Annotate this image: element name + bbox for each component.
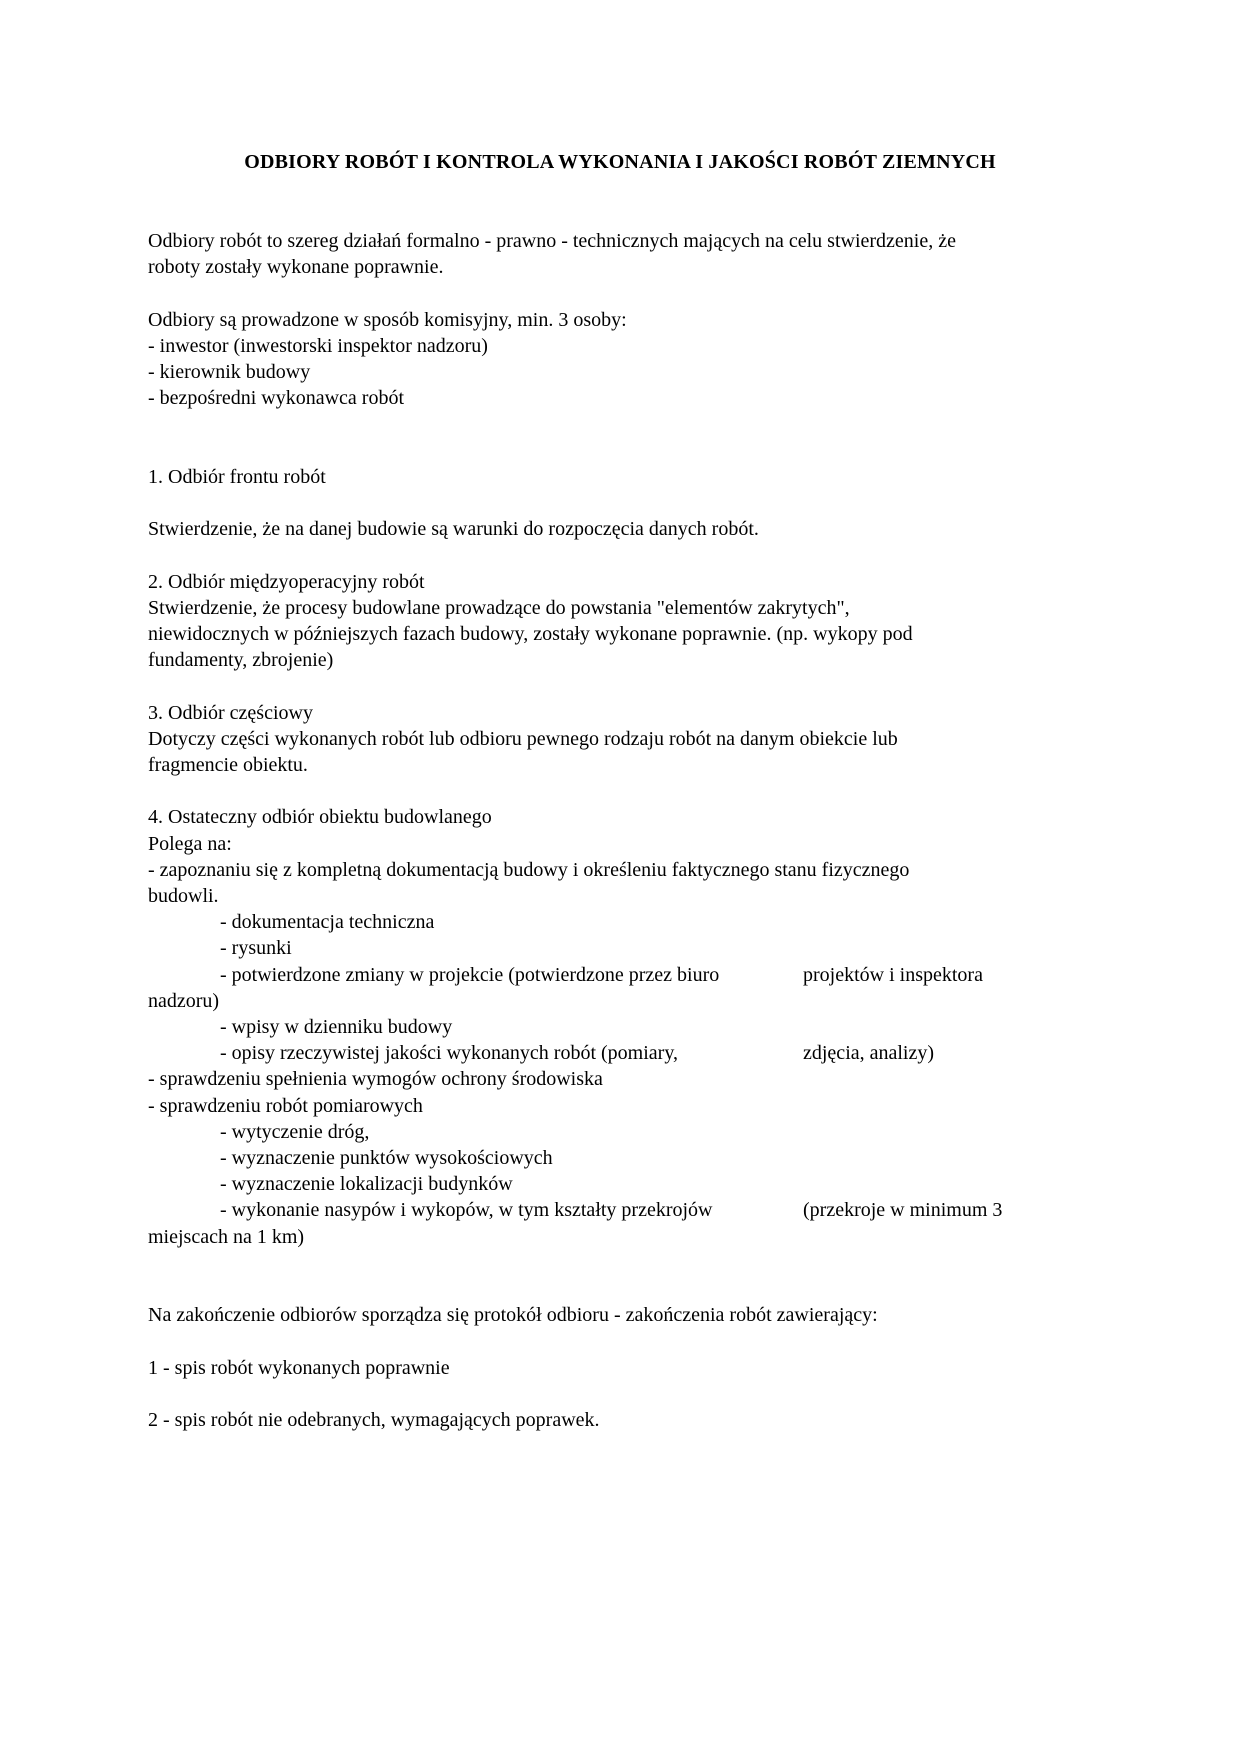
section-4-item: - sprawdzeniu robót pomiarowych	[148, 1094, 423, 1117]
section-2-heading: 2. Odbiór międzyoperacyjny robót	[148, 570, 425, 593]
section-2-line: niewidocznych w późniejszych fazach budowy, zostały wykonane poprawnie. (np. wykopy pod	[148, 622, 913, 645]
section-4-subitem: - wyznaczenie lokalizacji budynków	[220, 1173, 513, 1196]
section-2-line: fundamenty, zbrojenie)	[148, 649, 334, 672]
section-3-line: fragmencie obiektu.	[148, 753, 308, 776]
section-1-heading: 1. Odbiór frontu robót	[148, 465, 326, 488]
section-4-subitem	[148, 962, 1088, 988]
document-body	[148, 228, 1088, 1433]
intro-line: Odbiory robót to szereg działań formalno - prawno - technicznych mających na celu stwierdzenie, że	[148, 230, 956, 252]
closing-heading: Na zakończenie odbiorów sporządza się protokół odbioru - zakończenia robót zawierający:	[148, 1304, 878, 1327]
commission-item: - bezpośredni wykonawca robót	[148, 387, 405, 410]
section-3-heading: 3. Odbiór częściowy	[148, 701, 313, 724]
section-1-text: Stwierdzenie, że na danej budowie są warunki do rozpoczęcia danych robót.	[148, 518, 759, 541]
commission-item: - kierownik budowy	[148, 361, 311, 383]
intro-line: roboty zostały wykonane poprawnie.	[148, 256, 444, 279]
section-4-subitem: - wyznaczenie punktów wysokościowych	[220, 1147, 553, 1170]
section-4-subitem-cont: nadzoru)	[148, 989, 220, 1012]
section-4-subitem: - dokumentacja techniczna	[220, 911, 435, 934]
document-title: ODBIORY ROBÓT I KONTROLA WYKONANIA I JAKOŚCI ROBÓT ZIEMNYCH	[244, 151, 996, 173]
section-4-item: budowli.	[148, 884, 219, 907]
section-4-heading: 4. Ostateczny odbiór obiektu budowlanego	[148, 806, 492, 829]
subitem-part: - potwierdzone zmiany w projekcie (potwierdzone przez biuro	[220, 963, 720, 986]
commission-heading: Odbiory są prowadzone w sposób komisyjny, min. 3 osoby:	[148, 308, 627, 331]
section-4-subitem	[148, 1197, 1088, 1223]
section-2-line: Stwierdzenie, że procesy budowlane prowadzące do powstania "elementów zakrytych",	[148, 596, 850, 619]
section-4-polega: Polega na:	[148, 832, 232, 855]
subitem-part: projektów i inspektora	[803, 963, 983, 986]
section-4-subitem: - wytyczenie dróg,	[220, 1120, 370, 1143]
subitem-part: - wykonanie nasypów i wykopów, w tym kształty przekrojów	[220, 1199, 713, 1222]
commission-item: - inwestor (inwestorski inspektor nadzoru)	[148, 334, 488, 357]
section-4-subitem: - rysunki	[220, 937, 292, 960]
closing-item: 2 - spis robót nie odebranych, wymagających poprawek.	[148, 1409, 600, 1431]
closing-item: 1 - spis robót wykonanych poprawnie	[148, 1356, 450, 1379]
section-4-subitem	[148, 1040, 1088, 1066]
section-4-subitem-cont: miejscach na 1 km)	[148, 1225, 305, 1248]
section-3-line: Dotyczy części wykonanych robót lub odbioru pewnego rodzaju robót na danym obiekcie lub	[148, 727, 898, 750]
subitem-part: zdjęcia, analizy)	[803, 1042, 935, 1065]
section-4-item: - sprawdzeniu spełnienia wymogów ochrony środowiska	[148, 1068, 603, 1091]
section-4-item: - zapoznaniu się z kompletną dokumentacją budowy i określeniu faktycznego stanu fizycznego	[148, 858, 910, 881]
subitem-part: (przekroje w minimum 3	[803, 1199, 1003, 1222]
subitem-part: - opisy rzeczywistej jakości wykonanych robót (pomiary,	[220, 1042, 679, 1065]
section-4-subitem: - wpisy w dzienniku budowy	[220, 1016, 453, 1038]
